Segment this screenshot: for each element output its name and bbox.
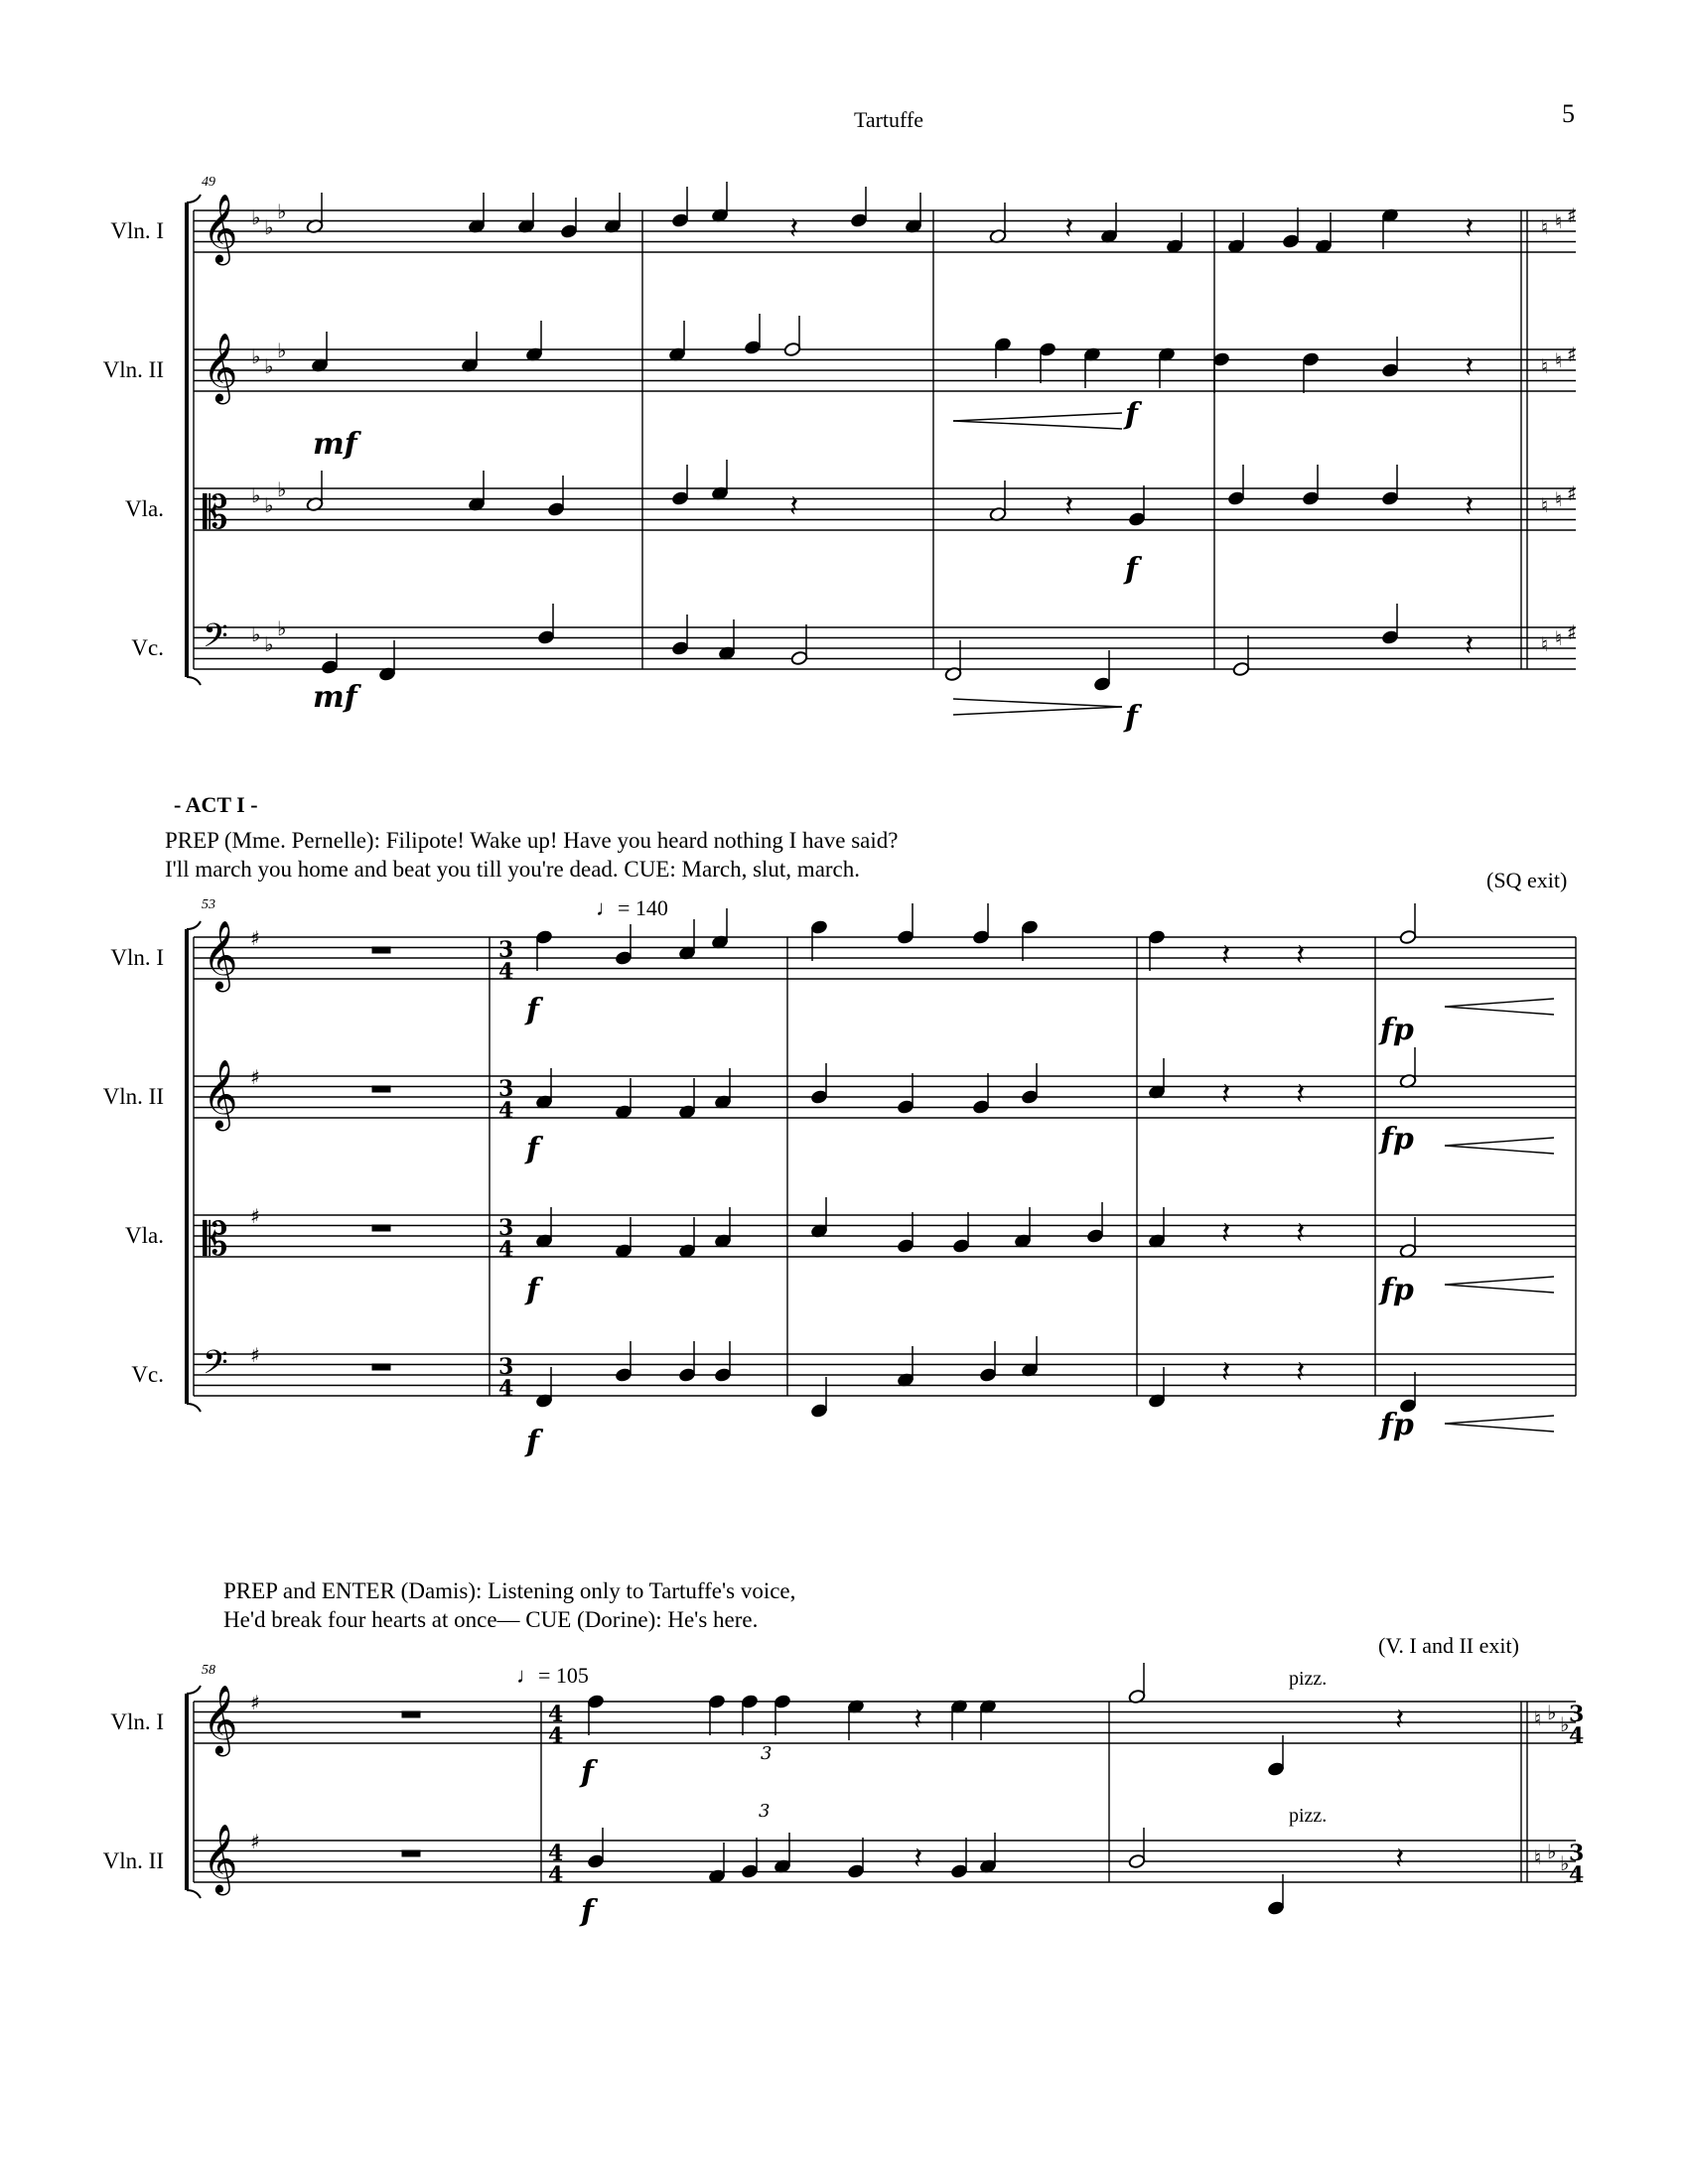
note-head xyxy=(897,1346,914,1388)
note-head xyxy=(950,1838,968,1879)
system-bracket xyxy=(187,1686,201,1694)
measure-number: 58 xyxy=(202,1663,215,1678)
note-head xyxy=(1021,919,1039,961)
note-head xyxy=(604,193,622,234)
whole-rest xyxy=(372,1364,390,1370)
note-head xyxy=(1282,207,1300,249)
rest-glyph: 𝄽 xyxy=(1465,350,1475,385)
note-head xyxy=(790,624,808,666)
dynamic-marking: mf xyxy=(313,427,357,462)
rest-glyph: 𝄽 xyxy=(1465,211,1475,246)
note-head xyxy=(378,640,396,682)
pizz-marking: pizz. xyxy=(1289,1668,1328,1690)
note-head xyxy=(1021,1336,1039,1378)
accidental: ♮ xyxy=(1534,1845,1542,1869)
hairpin xyxy=(1445,1138,1554,1154)
note-head xyxy=(1381,604,1399,645)
rest-glyph: 𝄽 xyxy=(1296,1216,1306,1251)
system-bracket xyxy=(187,195,201,203)
note-head xyxy=(783,316,801,357)
time-signature-bottom: 4 xyxy=(498,959,514,985)
staff-2 xyxy=(194,1215,1576,1257)
accidental: ♭ xyxy=(251,483,261,507)
note-head xyxy=(850,187,868,228)
note-head xyxy=(615,1217,633,1259)
note-head xyxy=(535,1367,553,1409)
pizz-marking: pizz. xyxy=(1289,1805,1328,1827)
instrument-label-violin-2: Vln. II xyxy=(102,357,164,382)
page-title: Tartuffe xyxy=(853,107,924,132)
system-bracket xyxy=(187,1890,201,1898)
note-head xyxy=(615,924,633,966)
note-head xyxy=(468,471,486,512)
clefs-and-signatures xyxy=(203,194,1584,1895)
note-head xyxy=(560,198,578,239)
accidental: ♮ xyxy=(1541,493,1549,517)
rest-glyph: 𝄽 xyxy=(789,489,799,524)
note-head xyxy=(1158,346,1176,388)
note-head xyxy=(678,1341,696,1383)
instrument-label-violin-1: Vln. I xyxy=(110,218,164,243)
note-head xyxy=(547,476,565,517)
alto-clef-icon: 𝄡 xyxy=(203,1212,228,1266)
dynamic-marking: f xyxy=(581,1894,594,1929)
hairpins xyxy=(953,413,1554,1432)
note-head xyxy=(678,919,696,961)
time-signature-bottom: 4 xyxy=(1569,1862,1585,1888)
note-head xyxy=(1399,1047,1417,1089)
accidental: ♯ xyxy=(1567,204,1577,227)
note-head xyxy=(950,1699,968,1740)
note-head xyxy=(1232,635,1250,677)
note-head xyxy=(1148,1058,1166,1100)
staff-0 xyxy=(194,210,1576,252)
note-head xyxy=(311,332,329,373)
accidental: ♭ xyxy=(1560,1712,1570,1736)
accidental: ♮ xyxy=(1534,1706,1542,1730)
dynamic-marking: fp xyxy=(1380,1122,1414,1157)
tuplet-number: 3 xyxy=(761,1743,773,1764)
note-head xyxy=(1381,337,1399,378)
note-head xyxy=(468,193,486,234)
measure-number: 49 xyxy=(202,175,215,190)
system-bracket xyxy=(187,677,201,685)
note-head xyxy=(744,314,762,355)
note-head xyxy=(741,1694,759,1735)
instrument-label-violin-1: Vln. I xyxy=(110,945,164,970)
accidental: ♮ xyxy=(1555,626,1563,650)
note-head xyxy=(671,614,689,656)
note-head xyxy=(1128,485,1146,527)
note-head xyxy=(1399,903,1417,945)
note-head xyxy=(979,1341,997,1383)
system-bracket xyxy=(187,1404,201,1412)
rest-glyph: 𝄽 xyxy=(1064,489,1074,524)
note-head xyxy=(952,1212,970,1254)
instrument-label-viola: Vla. xyxy=(125,1223,164,1248)
note-head xyxy=(714,1068,732,1110)
note-head xyxy=(1148,1207,1166,1249)
accidental: ♮ xyxy=(1541,354,1549,378)
note-head xyxy=(535,1068,553,1110)
rest-glyph: 𝄽 xyxy=(1465,628,1475,663)
staff-lines xyxy=(194,210,1576,1882)
note-head xyxy=(1093,650,1111,692)
rest-glyph: 𝄽 xyxy=(1296,1077,1306,1112)
time-signature-bottom: 4 xyxy=(498,1237,514,1263)
time-signature-top: 3 xyxy=(1569,1841,1585,1866)
note-head xyxy=(1381,465,1399,506)
time-signature-top: 4 xyxy=(548,1841,564,1866)
time-signature-bottom: 4 xyxy=(498,1098,514,1124)
note-head xyxy=(718,619,736,661)
accidental: ♭ xyxy=(277,200,287,223)
note-head xyxy=(1128,1828,1146,1869)
dynamic-marking: mf xyxy=(313,680,357,715)
note-head xyxy=(668,321,686,362)
accidental: ♭ xyxy=(277,478,287,501)
time-signature-top: 3 xyxy=(498,1076,514,1102)
rest-glyph: 𝄽 xyxy=(1221,938,1231,973)
rest-glyph: 𝄽 xyxy=(1221,1077,1231,1112)
note-head xyxy=(1148,929,1166,971)
dynamic-marking: fp xyxy=(1380,1013,1414,1047)
note-head xyxy=(741,1838,759,1879)
accidental: ♭ xyxy=(1547,1840,1557,1863)
note-head xyxy=(714,1341,732,1383)
accidental: ♭ xyxy=(277,339,287,362)
note-head xyxy=(535,929,553,971)
accidental: ♯ xyxy=(250,1691,260,1714)
note-head xyxy=(810,1377,828,1419)
time-signature-bottom: 4 xyxy=(498,1376,514,1402)
staff-3 xyxy=(194,627,1576,669)
staff-0 xyxy=(194,1702,1576,1743)
barlines xyxy=(187,195,1576,1898)
time-signature-top: 3 xyxy=(498,937,514,963)
note-head xyxy=(810,919,828,961)
treble-clef-icon: 𝄞 xyxy=(203,1685,238,1754)
note-head xyxy=(678,1217,696,1259)
rest-glyph: 𝄽 xyxy=(1064,211,1074,246)
note-head xyxy=(671,465,689,506)
note-head xyxy=(537,604,555,645)
note-head xyxy=(711,460,729,501)
exit-note: (V. I and II exit) xyxy=(1378,1633,1519,1658)
hairpin xyxy=(953,413,1122,429)
note-head xyxy=(678,1078,696,1120)
note-head xyxy=(989,480,1007,522)
note-head xyxy=(1399,1217,1417,1259)
note-head xyxy=(972,1073,990,1115)
note-head xyxy=(774,1833,791,1874)
note-head xyxy=(1212,351,1230,393)
notes xyxy=(306,182,1417,1916)
instrument-label-violin-2: Vln. II xyxy=(102,1848,164,1873)
cue-line: PREP (Mme. Pernelle): Filipote! Wake up! Have you heard nothing I have said? xyxy=(165,828,899,853)
note-head xyxy=(1302,465,1320,506)
note-head xyxy=(810,1063,828,1105)
time-signature-bottom: 4 xyxy=(1569,1723,1585,1749)
dynamic-marking: f xyxy=(1125,700,1138,735)
instrument-label-violin-1: Vln. I xyxy=(110,1709,164,1734)
treble-clef-icon: 𝄞 xyxy=(203,920,238,990)
dynamic-marking: f xyxy=(526,1132,539,1166)
accidental: ♯ xyxy=(250,1830,260,1853)
note-head xyxy=(972,903,990,945)
rest-glyph: 𝄽 xyxy=(914,1703,923,1737)
alto-clef-icon: 𝄡 xyxy=(203,485,228,539)
whole-rest xyxy=(372,947,390,953)
note-head xyxy=(306,193,324,234)
note-head xyxy=(1021,1063,1039,1105)
note-head xyxy=(810,1197,828,1239)
note-head xyxy=(1315,212,1333,254)
whole-rest xyxy=(402,1711,420,1717)
time-signature-top: 3 xyxy=(498,1215,514,1241)
accidental: ♭ xyxy=(251,344,261,368)
note-head xyxy=(517,193,535,234)
note-head xyxy=(587,1828,605,1869)
tempo-marking: ♩= 105 xyxy=(516,1663,589,1688)
hairpin xyxy=(1445,1416,1554,1432)
rest-glyph: 𝄽 xyxy=(1395,1703,1405,1737)
rest-glyph: 𝄽 xyxy=(1465,489,1475,524)
time-signature-bottom: 4 xyxy=(548,1862,564,1888)
quarter-note-icon: ♩ xyxy=(516,1663,538,1688)
note-head xyxy=(615,1341,633,1383)
hairpin xyxy=(1445,1277,1554,1293)
note-head xyxy=(461,332,479,373)
note-head xyxy=(897,903,914,945)
note-head xyxy=(774,1694,791,1735)
note-head xyxy=(711,182,729,223)
note-head xyxy=(708,1694,726,1735)
note-head xyxy=(1302,351,1320,393)
note-head xyxy=(979,1833,997,1874)
instrument-label-cello: Vc. xyxy=(131,635,164,660)
accidental: ♯ xyxy=(250,926,260,950)
instrument-label-viola: Vla. xyxy=(125,496,164,521)
accidental: ♭ xyxy=(264,215,274,239)
staff-1 xyxy=(194,1076,1576,1118)
accidental: ♮ xyxy=(1541,632,1549,656)
whole-rest xyxy=(372,1225,390,1231)
time-signature-top: 3 xyxy=(1569,1702,1585,1727)
staff-3 xyxy=(194,1354,1576,1396)
note-head xyxy=(708,1843,726,1884)
accidental: ♯ xyxy=(250,1343,260,1367)
page-number: 5 xyxy=(1562,99,1575,128)
note-head xyxy=(535,1207,553,1249)
note-head xyxy=(897,1212,914,1254)
note-head xyxy=(944,640,962,682)
note-head xyxy=(1227,212,1245,254)
whole-rest xyxy=(372,1086,390,1092)
note-head xyxy=(1100,203,1118,244)
accidental: ♭ xyxy=(264,354,274,378)
treble-clef-icon: 𝄞 xyxy=(203,1059,238,1129)
accidental: ♭ xyxy=(277,616,287,640)
whole-rest xyxy=(402,1850,420,1856)
staff-1 xyxy=(194,1841,1576,1882)
exit-note: (SQ exit) xyxy=(1486,868,1568,892)
accidental: ♭ xyxy=(264,632,274,656)
rest-glyph: 𝄽 xyxy=(789,211,799,246)
note-head xyxy=(714,1207,732,1249)
accidental: ♯ xyxy=(1567,620,1577,644)
rest-glyph: 𝄽 xyxy=(1221,1216,1231,1251)
note-head xyxy=(905,193,922,234)
rest-glyph: 𝄽 xyxy=(1395,1842,1405,1876)
note-head xyxy=(847,1699,865,1740)
hairpin xyxy=(953,699,1122,715)
accidental: ♭ xyxy=(264,493,274,517)
note-head xyxy=(1166,212,1184,254)
staff-2 xyxy=(194,488,1576,530)
staff-0 xyxy=(194,937,1576,979)
rest-glyph: 𝄽 xyxy=(914,1842,923,1876)
accidental: ♭ xyxy=(1547,1701,1557,1724)
accidental: ♮ xyxy=(1555,487,1563,511)
hairpin xyxy=(1445,999,1554,1015)
note-head xyxy=(994,337,1012,378)
accidental: ♭ xyxy=(251,622,261,646)
bass-clef-icon: 𝄢 xyxy=(203,617,228,663)
system-bracket xyxy=(187,921,201,929)
accidental: ♮ xyxy=(1541,215,1549,239)
act-heading: - ACT I - xyxy=(174,792,258,817)
time-signature-top: 3 xyxy=(498,1354,514,1380)
treble-clef-icon: 𝄞 xyxy=(203,1824,238,1893)
note-head xyxy=(525,321,543,362)
rest-glyph: 𝄽 xyxy=(1221,1355,1231,1390)
cue-line: He'd break four hearts at once— CUE (Dorine): He's here. xyxy=(223,1607,759,1632)
note-head xyxy=(1381,207,1399,249)
measure-number: 53 xyxy=(202,897,215,912)
note-head xyxy=(306,471,324,512)
note-head xyxy=(1128,1663,1146,1705)
cue-line: PREP and ENTER (Damis): Listening only to Tartuffe's voice, xyxy=(223,1578,796,1603)
note-head xyxy=(1267,1874,1285,1916)
accidental: ♯ xyxy=(250,1065,260,1089)
bass-clef-icon: 𝄢 xyxy=(203,1344,228,1390)
note-head xyxy=(897,1073,914,1115)
accidental: ♭ xyxy=(251,205,261,229)
accidental: ♮ xyxy=(1555,209,1563,233)
cue-line: I'll march you home and beat you till you're dead. CUE: March, slut, march. xyxy=(165,857,861,882)
dynamic-marking: fp xyxy=(1380,1408,1414,1442)
note-head xyxy=(1227,465,1245,506)
dynamic-marking: f xyxy=(526,993,539,1027)
accidental: ♭ xyxy=(1560,1851,1570,1875)
dynamic-marking: f xyxy=(581,1755,594,1790)
note-head xyxy=(847,1838,865,1879)
accidental: ♯ xyxy=(1567,481,1577,505)
note-head xyxy=(1014,1207,1032,1249)
note-head xyxy=(587,1694,605,1735)
dynamic-marking: f xyxy=(1125,552,1138,587)
tempo-marking: ♩= 140 xyxy=(596,895,668,920)
time-signature-bottom: 4 xyxy=(548,1723,564,1749)
note-head xyxy=(989,203,1007,244)
note-head xyxy=(711,908,729,950)
instrument-label-violin-2: Vln. II xyxy=(102,1084,164,1109)
time-signature-top: 4 xyxy=(548,1702,564,1727)
treble-clef-icon: 𝄞 xyxy=(203,333,238,402)
staff-1 xyxy=(194,349,1576,391)
quarter-note-icon: ♩ xyxy=(596,895,618,920)
rest-glyph: 𝄽 xyxy=(1296,1355,1306,1390)
dynamic-marking: f xyxy=(526,1273,539,1307)
accidental: ♯ xyxy=(1567,342,1577,366)
dynamic-marking: f xyxy=(1125,397,1138,432)
tuplet-number: 3 xyxy=(759,1801,771,1822)
rest-glyph: 𝄽 xyxy=(1296,938,1306,973)
accidental: ♮ xyxy=(1555,348,1563,372)
dynamic-marking: f xyxy=(526,1425,539,1459)
note-head xyxy=(615,1078,633,1120)
accidental: ♯ xyxy=(250,1204,260,1228)
instrument-label-cello: Vc. xyxy=(131,1362,164,1387)
note-head xyxy=(1267,1735,1285,1777)
note-head xyxy=(1039,341,1056,383)
note-head xyxy=(1083,346,1101,388)
note-head xyxy=(1086,1202,1104,1244)
treble-clef-icon: 𝄞 xyxy=(203,194,238,263)
note-head xyxy=(1148,1367,1166,1409)
note-head xyxy=(321,633,339,675)
dynamic-marking: fp xyxy=(1380,1273,1414,1307)
note-head xyxy=(979,1699,997,1740)
note-head xyxy=(671,187,689,228)
